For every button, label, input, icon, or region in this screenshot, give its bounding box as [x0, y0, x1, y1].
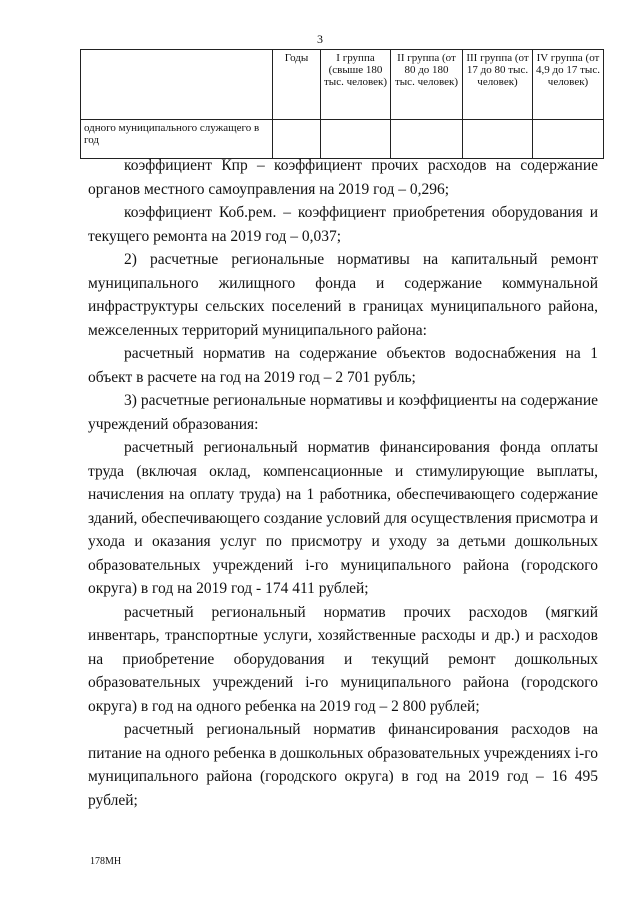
table-header-cell: IV группа (от 4,9 до 17 тыс. человек)	[533, 50, 604, 120]
table-header-cell: Годы	[273, 50, 321, 120]
population-groups-table	[80, 49, 604, 159]
paragraph-education-norms: 3) расчетные региональные нормативы и коэффициенты на содержание учреждений образования:	[88, 392, 598, 433]
paragraph-kobrem: коэффициент Коб.рем. – коэффициент приобретения оборудования и текущего ремонта на 2019 год – 0,037;	[88, 204, 598, 245]
document-code: 178МН	[90, 856, 122, 867]
table-header-row	[81, 50, 604, 120]
table-cell	[463, 120, 533, 159]
table-cell	[391, 120, 463, 159]
table-cell: одного муниципального служащего в год	[81, 120, 273, 159]
table-cell	[321, 120, 391, 159]
paragraph-other-expenses: расчетный региональный норматив прочих расходов (мягкий инвентарь, транспортные услуги, хозяйственные расходы и др.) и расходов на приобретение оборудования и текущий ремонт дошкольных образовательных учреждений i-го муниципального района (городского округа) в год на одного ребенка на 2019 год – 2 800 рублей;	[88, 603, 598, 715]
page-number: 3	[317, 32, 323, 46]
table-cell	[273, 120, 321, 159]
paragraph-water-supply: расчетный норматив на содержание объектов водоснабжения на 1 объект в расчете на год на 2019 год – 2 701 рубль;	[88, 345, 598, 386]
paragraph-nutrition: расчетный региональный норматив финансирования расходов на питание на одного ребенка в дошкольных образовательных учреждениях i-го муниципального района (городского округа) в год на 2019 год – 16 495 рублей;	[88, 721, 599, 809]
table-row	[81, 120, 604, 159]
table-cell	[533, 120, 604, 159]
table-header-cell	[81, 50, 273, 120]
paragraph-payroll-norm: расчетный региональный норматив финансирования фонда оплаты труда (включая оклад, компенсационные и стимулирующие выплаты, начисления на оплату труда) на 1 работника, обеспечивающего содержание зданий, обеспечивающего создание условий для осуществления присмотра и ухода и оказания услуг по присмотру и уходу за детьми дошкольных образовательных учреждений i-го муниципального района (городского округа) в год на 2019 год - 174 411 рублей;	[88, 439, 598, 597]
document-body	[88, 154, 598, 812]
table-header-cell: II группа (от 80 до 180 тыс. человек)	[391, 50, 463, 120]
paragraph-kpr: коэффициент Кпр – коэффициент прочих расходов на содержание органов местного самоуправления на 2019 год – 0,296;	[88, 157, 598, 198]
paragraph-housing-norms: 2) расчетные региональные нормативы на капитальный ремонт муниципального жилищного фонда и содержание коммунальной инфраструктуры сельских поселений в границах муниципального района, межселенных территорий муниципального района:	[88, 251, 598, 339]
table-header-cell: III группа (от 17 до 80 тыс. человек)	[463, 50, 533, 120]
table-header-cell: I группа (свыше 180 тыс. человек)	[321, 50, 391, 120]
